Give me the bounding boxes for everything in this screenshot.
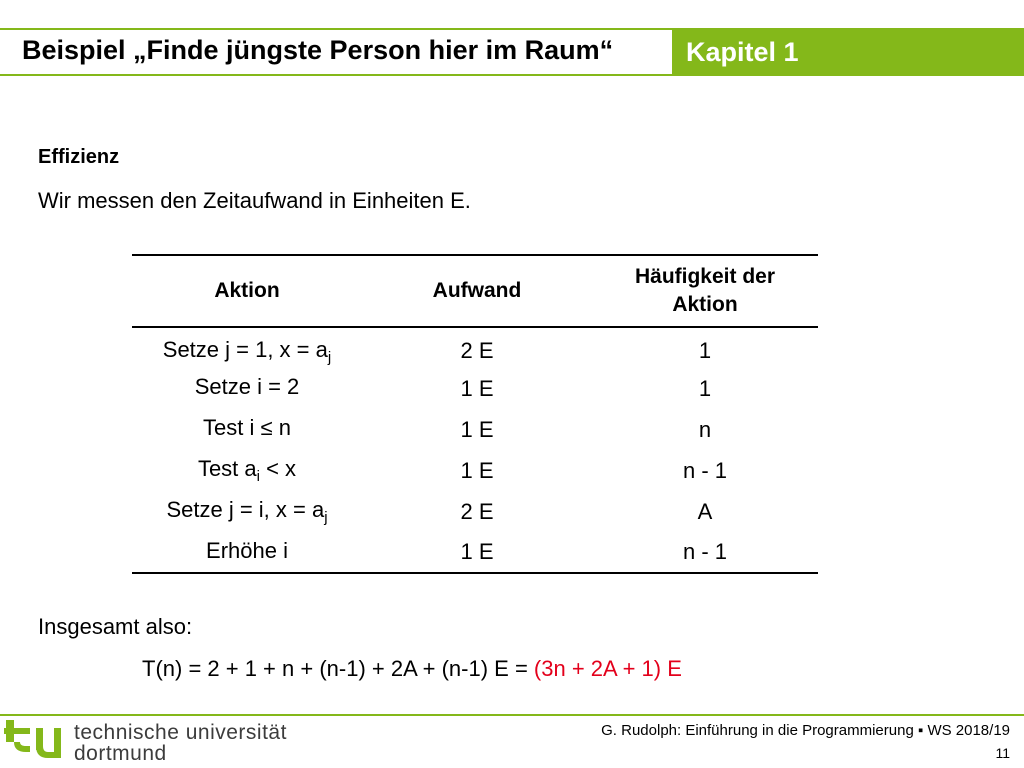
formula-result: (3n + 2A + 1) E xyxy=(533,656,682,681)
effort-table xyxy=(132,254,818,574)
page-number: 11 xyxy=(995,745,1010,761)
university-name-line1: technische universität xyxy=(74,721,287,744)
summary-label: Insgesamt also: xyxy=(38,614,193,639)
header-action: Aktion xyxy=(214,279,280,302)
section-title: Effizienz xyxy=(38,146,120,168)
header-cost: Aufwand xyxy=(432,279,522,302)
header-frequency-line1: Häufigkeit der xyxy=(634,265,776,288)
footer-credit: G. Rudolph: Einführung in die Programmierung ▪ WS 2018/19 xyxy=(601,722,1010,739)
university-name xyxy=(74,722,287,764)
summary-formula xyxy=(142,656,682,682)
cell-cost: 1 E xyxy=(460,375,494,401)
header-frequency xyxy=(592,255,818,327)
slide-title: Beispiel „Finde jüngste Person hier im Raum“ xyxy=(22,35,614,65)
cell-cost: 1 E xyxy=(460,457,494,483)
header-bottom-rule xyxy=(0,74,672,76)
slide-header xyxy=(0,28,1024,76)
table-row xyxy=(132,450,818,491)
cell-cost: 1 E xyxy=(460,416,494,442)
cell-action: Test $a_i < x$ xyxy=(197,456,297,485)
table-row xyxy=(132,327,818,368)
cell-frequency: n - 1 xyxy=(682,539,728,564)
cell-action: Setze j = i, $x = a_j$ xyxy=(166,497,328,526)
chapter-label: Kapitel 1 xyxy=(686,37,799,67)
cell-cost: 2 E xyxy=(460,338,494,363)
cell-frequency: A xyxy=(697,498,713,524)
cell-cost: 1 E xyxy=(460,539,494,564)
chapter-badge xyxy=(672,28,1024,76)
table-header-row xyxy=(132,255,818,327)
cell-frequency: 1 xyxy=(698,338,712,363)
table-row xyxy=(132,409,818,450)
cell-frequency: n xyxy=(698,416,712,442)
formula-expression: T(n) = 2 + 1 + n + (n-1) + 2A + (n-1) E = xyxy=(142,656,534,681)
tu-logo-icon xyxy=(4,718,66,766)
cell-action: Setze j = 1, $x = a_j$ xyxy=(162,336,332,366)
footer-rule xyxy=(0,714,1024,716)
university-name-line2: dortmund xyxy=(74,742,167,765)
table-row xyxy=(132,532,818,573)
cell-frequency: n - 1 xyxy=(682,457,728,483)
cell-cost: 2 E xyxy=(460,498,494,524)
intro-text: Wir messen den Zeitaufwand in Einheiten E. xyxy=(38,188,471,213)
table-row xyxy=(132,491,818,532)
header-frequency-line2: Aktion xyxy=(672,293,738,316)
table-row xyxy=(132,368,818,409)
cell-action: Setze i = 2 xyxy=(194,374,300,399)
header-top-rule xyxy=(0,28,672,30)
cell-frequency: 1 xyxy=(698,375,712,401)
cell-action: Erhöhe i xyxy=(206,537,288,563)
cell-action: Test i ≤ n xyxy=(203,415,291,440)
